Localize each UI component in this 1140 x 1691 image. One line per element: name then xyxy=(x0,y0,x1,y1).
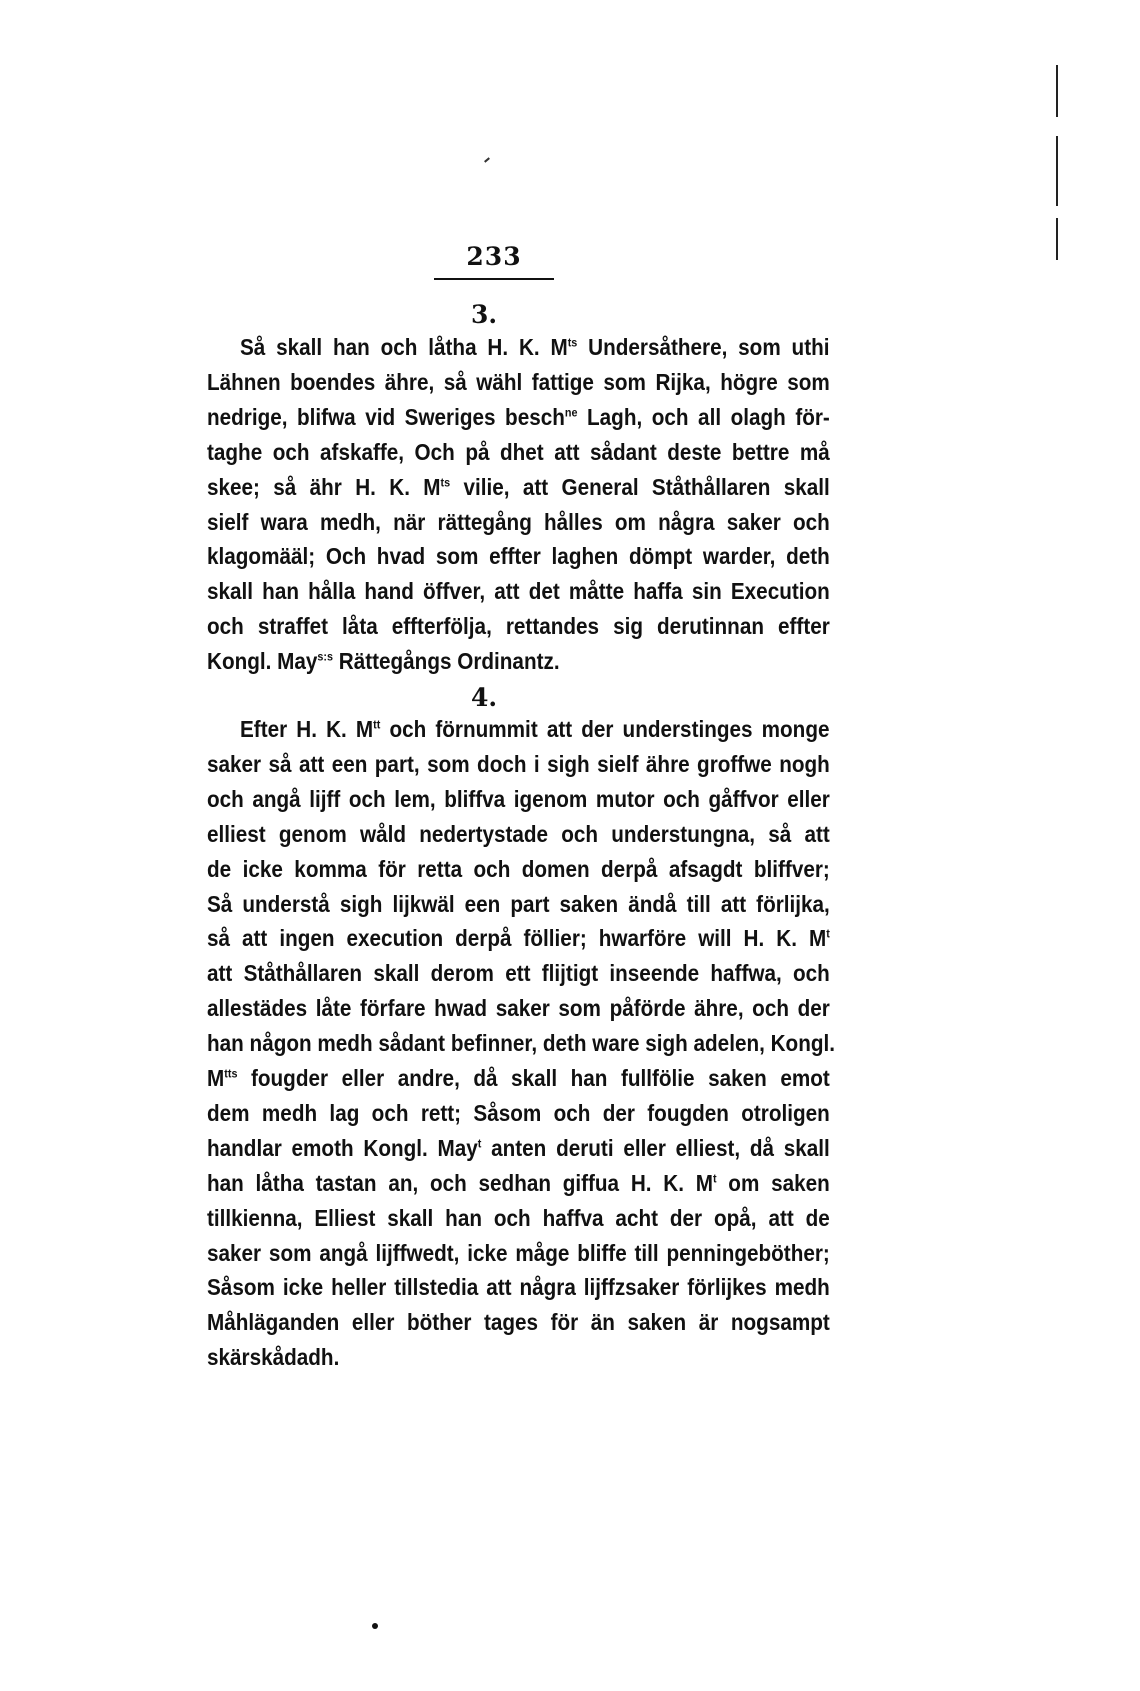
text-line: Så understå sigh lijkwäl een part saken ändå till att förlijka, xyxy=(207,890,830,917)
abbreviation-superscript: t xyxy=(712,1171,717,1186)
section-number: 3. xyxy=(470,300,498,329)
section-number: 4. xyxy=(470,683,498,712)
abbreviation-superscript: tts xyxy=(224,1066,238,1081)
text-line: handlar emoth Kongl. May$^t$ anten deruti eller elliest, då skall xyxy=(207,1134,830,1161)
text-line: och straffet låta effterfölja, rettandes sig derutinnan effter xyxy=(207,613,830,640)
header-rule xyxy=(434,278,554,280)
text-line: tillkienna, Elliest skall han och haffva acht der opå, att de xyxy=(207,1204,830,1231)
text-line: klagomääl; Och hvad som effter laghen dömpt warder, deth xyxy=(207,543,830,570)
text-line: sielf wara medh, när rättegång hålles om några saker och xyxy=(207,508,830,535)
text-line: Lähnen boendes ähre, så wähl fattige som Rijka, högre som xyxy=(207,368,830,395)
abbreviation-superscript: t xyxy=(826,926,830,941)
text-line: Såsom icke heller tillstedia att några lijffzsaker förlijkes medh xyxy=(207,1274,830,1301)
text-line: han låtha tastan an, och sedhan giffua H. K. $M^t$ om saken xyxy=(207,1169,830,1196)
abbreviation-superscript: ts xyxy=(567,335,578,350)
text-line: och angå lijff och lem, bliffva igenom mutor och gåffvor eller xyxy=(207,785,830,812)
page-number: 233 xyxy=(466,242,522,271)
abbreviation-superscript: s:s xyxy=(317,649,334,664)
text-line: taghe och afskaffe, Och på dhet att sådant deste bettre må xyxy=(207,438,830,465)
margin-rule xyxy=(1056,65,1058,117)
text-line: skee; så ähr H. K. $M^{ts}$ vilie, att General Ståthållaren skall xyxy=(207,473,830,500)
text-line: allestädes låte förfare hwad saker som påförde ähre, och der xyxy=(207,995,830,1022)
text-line: saker som angå lijffwedt, icke måge bliffe till penningeböther; xyxy=(207,1239,830,1266)
ink-mark xyxy=(484,157,490,162)
text-line: saker så att een part, som doch i sigh sielf ähre groffwe nogh xyxy=(207,750,830,777)
text-line: $M^{tts}$ fougder eller andre, då skall han fullfölie saken emot xyxy=(207,1065,830,1091)
text-line: skärskådadh. xyxy=(207,1344,340,1371)
text-line: Måhläganden eller böther tages för än saken är nogsampt xyxy=(207,1309,830,1336)
text-line: dem medh lag och rett; Såsom och der fougden otroligen xyxy=(207,1099,830,1126)
text-line: Efter H. K. $M^{tt}$ och förnummit att der understinges monge xyxy=(240,716,830,742)
margin-rule xyxy=(1056,218,1058,260)
text-line: Så skall han och låtha H. K. $M^{ts}$ Undersåthere, som uthi xyxy=(240,334,830,360)
abbreviation-superscript: ne xyxy=(564,405,578,420)
abbreviation-superscript: t xyxy=(477,1136,482,1151)
margin-rule xyxy=(1056,136,1058,206)
text-line: Kongl. May$^{s:s}$ Rättegångs Ordinantz. xyxy=(207,648,560,675)
text-line: så att ingen execution derpå föllier; hwarföre will H. K. $M^t$ xyxy=(207,925,830,952)
text-line: elliest genom wåld nedertystade och understungna, så att xyxy=(207,820,830,847)
text-line: han någon medh sådant befinner, deth ware sigh adelen, Kongl. xyxy=(207,1030,835,1057)
ink-dot xyxy=(372,1623,378,1629)
text-line: nedrige, blifwa vid Sweriges besch$^{ne}$ Lagh, och all olagh för- xyxy=(207,403,830,430)
text-line: de icke komma för retta och domen derpå afsagdt bliffver; xyxy=(207,855,830,882)
text-line: att Ståthållaren skall derom ett flijtigt inseende haffwa, och xyxy=(207,960,830,987)
abbreviation-superscript: ts xyxy=(440,474,451,489)
text-line: skall han hålla hand öffver, att det måtte haffa sin Execution xyxy=(207,578,830,605)
abbreviation-superscript: tt xyxy=(373,717,381,732)
